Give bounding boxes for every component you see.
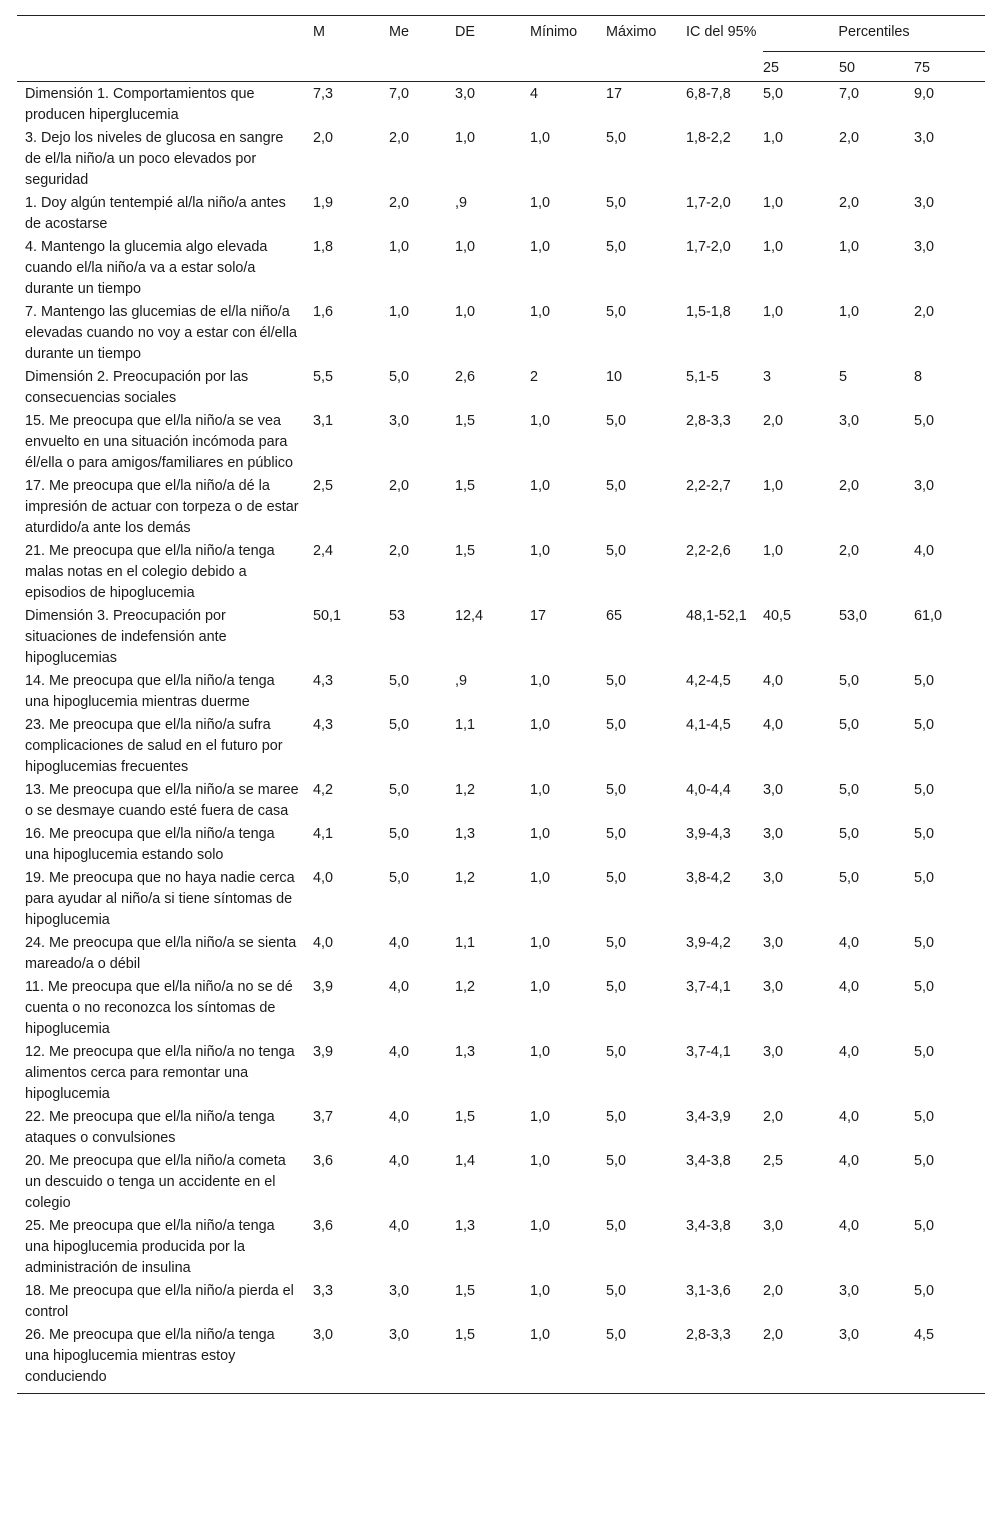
cell-p25: 5,0 [763,86,784,102]
cell-p25: 1,0 [763,478,784,494]
cell-minimo: 1,0 [530,130,551,146]
table-row [17,410,985,475]
cell-p25: 3,0 [763,1218,784,1234]
cell-p75: 3,0 [914,195,935,211]
cell-ic: 3,7-4,1 [686,1044,731,1060]
row-label: 26. Me preocupa que el/la niño/a tenga una hipoglucemia mientras estoy conduciendo [17,1324,313,1394]
cell-maximo: 5,0 [606,1218,627,1234]
cell-maximo: 17 [606,86,623,102]
cell-p25: 1,0 [763,304,784,320]
cell-p50: 2,0 [839,478,860,494]
cell-minimo: 1,0 [530,195,551,211]
table-row [17,1215,985,1280]
row-label: 14. Me preocupa que el/la niño/a tenga una hipoglucemia mientras duerme [25,673,275,710]
cell-p50: 4,0 [839,1218,860,1234]
cell-me: 4,0 [389,1044,410,1060]
cell-de: 12,4 [455,608,484,624]
cell-maximo: 65 [606,608,623,624]
cell-maximo: 5,0 [606,782,627,798]
cell-de: 1,1 [455,935,476,951]
cell-m: 4,2 [313,782,334,798]
cell-m: 3,1 [313,413,334,429]
row-label: 19. Me preocupa que no haya nadie cerca para ayudar al niño/a si tiene síntomas de hipoglucemia [25,870,295,928]
cell-de: 1,2 [455,782,476,798]
cell-minimo: 1,0 [530,870,551,886]
cell-p25: 3 [763,369,772,385]
cell-p75: 5,0 [914,717,935,733]
row-label: 11. Me preocupa que el/la niño/a no se dé cuenta o no reconozca los síntomas de hipoglucemia [25,979,293,1037]
cell-p25: 1,0 [763,195,784,211]
cell-p50: 4,0 [839,979,860,995]
cell-p25: 3,0 [763,826,784,842]
cell-minimo: 1,0 [530,717,551,733]
cell-p50: 2,0 [839,543,860,559]
cell-m: 50,1 [313,608,342,624]
cell-minimo: 1,0 [530,478,551,494]
cell-m: 1,9 [313,195,334,211]
cell-p50: 3,0 [839,1283,860,1299]
cell-p75: 5,0 [914,1218,935,1234]
cell-maximo: 5,0 [606,304,627,320]
cell-p75: 8 [914,369,923,385]
cell-m: 3,0 [313,1324,389,1394]
cell-p75: 5,0 [914,673,935,689]
cell-m: 3,6 [313,1153,334,1169]
cell-p75: 3,0 [914,478,935,494]
cell-p25: 3,0 [763,935,784,951]
row-label: 13. Me preocupa que el/la niño/a se maree o se desmaye cuando esté fuera de casa [25,782,299,819]
cell-p50: 3,0 [839,413,860,429]
cell-maximo: 5,0 [606,1324,686,1394]
cell-minimo: 1,0 [530,935,551,951]
cell-ic: 5,1-5 [686,369,719,385]
header-p25: 25 [763,52,839,82]
cell-p75: 5,0 [914,826,935,842]
cell-ic: 4,2-4,5 [686,673,731,689]
table-row [17,366,985,410]
cell-me: 5,0 [389,782,410,798]
table-row [17,236,985,301]
cell-ic: 2,8-3,3 [686,413,731,429]
cell-m: 4,3 [313,717,334,733]
row-label: 18. Me preocupa que el/la niño/a pierda el control [25,1283,294,1320]
cell-maximo: 5,0 [606,717,627,733]
cell-p75: 3,0 [914,239,935,255]
cell-m: 3,9 [313,1044,334,1060]
cell-de: 1,5 [455,478,476,494]
cell-de: 1,3 [455,1044,476,1060]
cell-de: 3,0 [455,86,476,102]
row-label: 12. Me preocupa que el/la niño/a no tenga alimentos cerca para remontar una hipoglucemia [25,1044,295,1102]
cell-me: 5,0 [389,826,410,842]
table-row [17,867,985,932]
cell-p75: 4,5 [914,1324,985,1394]
cell-ic: 48,1-52,1 [686,608,747,624]
cell-de: 1,0 [455,239,476,255]
cell-minimo: 1,0 [530,1283,551,1299]
table-row [17,82,985,128]
cell-maximo: 5,0 [606,935,627,951]
row-label: 16. Me preocupa que el/la niño/a tenga una hipoglucemia estando solo [25,826,275,863]
cell-p75: 3,0 [914,130,935,146]
cell-m: 2,4 [313,543,334,559]
table-body [17,82,985,1394]
cell-me: 2,0 [389,478,410,494]
cell-maximo: 5,0 [606,130,627,146]
cell-me: 5,0 [389,870,410,886]
cell-de: ,9 [455,195,468,211]
cell-p75: 5,0 [914,1153,935,1169]
cell-p75: 5,0 [914,870,935,886]
row-label: 21. Me preocupa que el/la niño/a tenga malas notas en el colegio debido a episodios de hipoglucemia [25,543,275,601]
cell-me: 3,0 [389,413,410,429]
cell-ic: 3,1-3,6 [686,1283,731,1299]
cell-p50: 1,0 [839,304,860,320]
row-label: 3. Dejo los niveles de glucosa en sangre de el/la niño/a un poco elevados por seguridad [25,130,284,188]
cell-m: 3,7 [313,1109,334,1125]
cell-de: 1,5 [455,413,476,429]
row-label: 7. Mantengo las glucemias de el/la niño/a elevadas cuando no voy a estar con él/ella durante un tiempo [25,304,298,362]
statistics-table [17,15,985,1394]
cell-minimo: 1,0 [530,304,551,320]
cell-me: 7,0 [389,86,410,102]
cell-de: 1,3 [455,826,476,842]
cell-m: 4,0 [313,935,334,951]
cell-de: 1,4 [455,1153,476,1169]
cell-me: 2,0 [389,543,410,559]
cell-me: 4,0 [389,935,410,951]
row-label: 24. Me preocupa que el/la niño/a se sienta mareado/a o débil [25,935,297,972]
cell-p75: 9,0 [914,86,935,102]
cell-p25: 4,0 [763,673,784,689]
cell-me: 5,0 [389,369,410,385]
cell-p50: 53,0 [839,608,868,624]
row-label: 23. Me preocupa que el/la niño/a sufra complicaciones de salud en el futuro por hipoglucemias frecuentes [25,717,283,775]
cell-m: 4,3 [313,673,334,689]
cell-minimo: 1,0 [530,1044,551,1060]
cell-de: 1,5 [455,543,476,559]
cell-maximo: 5,0 [606,826,627,842]
cell-p25: 2,5 [763,1153,784,1169]
cell-p25: 3,0 [763,782,784,798]
cell-p50: 5,0 [839,782,860,798]
table-row [17,670,985,714]
cell-p50: 4,0 [839,1153,860,1169]
cell-de: 1,5 [455,1324,530,1394]
table-row [17,1324,985,1394]
cell-maximo: 5,0 [606,239,627,255]
cell-de: 1,0 [455,304,476,320]
cell-de: 1,1 [455,717,476,733]
cell-maximo: 10 [606,369,623,385]
cell-p50: 1,0 [839,239,860,255]
table-row [17,714,985,779]
cell-minimo: 1,0 [530,1153,551,1169]
table-row [17,1150,985,1215]
cell-maximo: 5,0 [606,673,627,689]
cell-p50: 4,0 [839,935,860,951]
table-row [17,932,985,976]
cell-de: 2,6 [455,369,476,385]
cell-m: 2,5 [313,478,334,494]
row-label: 4. Mantengo la glucemia algo elevada cuando el/la niño/a va a estar solo/a durante un tiempo [25,239,268,297]
row-label: 25. Me preocupa que el/la niño/a tenga una hipoglucemia producida por la administración de insulina [25,1218,275,1276]
cell-de: 1,2 [455,870,476,886]
cell-minimo: 1,0 [530,1109,551,1125]
header-p75: 75 [914,52,985,82]
cell-p25: 40,5 [763,608,792,624]
table-row [17,976,985,1041]
cell-ic: 6,8-7,8 [686,86,731,102]
table-row [17,1041,985,1106]
cell-p25: 2,0 [763,413,784,429]
cell-p50: 5,0 [839,717,860,733]
cell-p75: 5,0 [914,1044,935,1060]
cell-ic: 4,1-4,5 [686,717,731,733]
cell-maximo: 5,0 [606,1109,627,1125]
cell-p25: 1,0 [763,239,784,255]
cell-minimo: 1,0 [530,826,551,842]
cell-maximo: 5,0 [606,1044,627,1060]
table-row [17,540,985,605]
cell-p25: 2,0 [763,1283,784,1299]
cell-p25: 3,0 [763,979,784,995]
row-label: Dimensión 2. Preocupación por las consecuencias sociales [25,369,249,406]
cell-ic: 3,8-4,2 [686,870,731,886]
row-label: 20. Me preocupa que el/la niño/a cometa un descuido o tenga un accidente en el colegio [25,1153,286,1211]
cell-ic: 2,8-3,3 [686,1324,763,1394]
header-minimo: Mínimo [530,16,606,82]
cell-p25: 3,0 [763,870,784,886]
header-de: DE [455,16,530,82]
cell-p75: 5,0 [914,1109,935,1125]
cell-me: 53 [389,608,406,624]
cell-de: 1,5 [455,1283,476,1299]
cell-p75: 5,0 [914,413,935,429]
table-row [17,823,985,867]
cell-minimo: 1,0 [530,782,551,798]
cell-p25: 4,0 [763,717,784,733]
cell-minimo: 1,0 [530,1324,606,1394]
cell-p25: 2,0 [763,1324,839,1394]
cell-minimo: 1,0 [530,543,551,559]
cell-p75: 5,0 [914,979,935,995]
cell-maximo: 5,0 [606,543,627,559]
cell-me: 2,0 [389,195,410,211]
cell-de: 1,0 [455,130,476,146]
cell-p75: 5,0 [914,1283,935,1299]
cell-ic: 4,0-4,4 [686,782,731,798]
table-row [17,1280,985,1324]
row-label: Dimensión 1. Comportamientos que producen hiperglucemia [25,86,255,123]
cell-ic: 1,5-1,8 [686,304,731,320]
table-row [17,192,985,236]
cell-me: 5,0 [389,717,410,733]
cell-m: 1,6 [313,304,334,320]
cell-m: 5,5 [313,369,334,385]
cell-me: 1,0 [389,239,410,255]
cell-m: 4,1 [313,826,334,842]
row-label: 1. Doy algún tentempié al/la niño/a antes de acostarse [25,195,286,232]
table-row [17,605,985,670]
cell-p75: 61,0 [914,608,943,624]
cell-p50: 5,0 [839,826,860,842]
row-label: 22. Me preocupa que el/la niño/a tenga ataques o convulsiones [25,1109,275,1146]
cell-minimo: 1,0 [530,413,551,429]
cell-p50: 4,0 [839,1044,860,1060]
cell-de: ,9 [455,673,468,689]
cell-p50: 4,0 [839,1109,860,1125]
table-row [17,127,985,192]
cell-minimo: 1,0 [530,1218,551,1234]
cell-p25: 1,0 [763,543,784,559]
row-label: 15. Me preocupa que el/la niño/a se vea envuelto en una situación incómoda para él/ella o para amigos/familiares en público [25,413,293,471]
cell-p50: 5,0 [839,870,860,886]
cell-maximo: 5,0 [606,1153,627,1169]
table-header [17,16,985,82]
cell-p75: 5,0 [914,935,935,951]
cell-de: 1,3 [455,1218,476,1234]
table-row [17,779,985,823]
cell-p25: 3,0 [763,1044,784,1060]
cell-minimo: 17 [530,608,547,624]
cell-maximo: 5,0 [606,195,627,211]
table-row [17,475,985,540]
cell-p50: 2,0 [839,195,860,211]
cell-me: 1,0 [389,304,410,320]
cell-maximo: 5,0 [606,413,627,429]
cell-me: 3,0 [389,1324,455,1394]
cell-me: 4,0 [389,1109,410,1125]
cell-ic: 1,7-2,0 [686,239,731,255]
cell-m: 4,0 [313,870,334,886]
header-p50: 50 [839,52,914,82]
cell-p25: 1,0 [763,130,784,146]
table-row [17,301,985,366]
cell-m: 1,8 [313,239,334,255]
cell-minimo: 1,0 [530,979,551,995]
cell-p75: 2,0 [914,304,935,320]
cell-me: 4,0 [389,1218,410,1234]
cell-p25: 2,0 [763,1109,784,1125]
cell-m: 7,3 [313,86,334,102]
cell-me: 3,0 [389,1283,410,1299]
cell-ic: 1,7-2,0 [686,195,731,211]
cell-de: 1,2 [455,979,476,995]
cell-maximo: 5,0 [606,1283,627,1299]
cell-me: 4,0 [389,979,410,995]
cell-p75: 5,0 [914,782,935,798]
header-maximo: Máximo [606,16,686,82]
cell-me: 2,0 [389,130,410,146]
cell-ic: 2,2-2,7 [686,478,731,494]
cell-me: 5,0 [389,673,410,689]
cell-ic: 3,7-4,1 [686,979,731,995]
cell-maximo: 5,0 [606,870,627,886]
cell-p50: 5 [839,369,848,385]
cell-ic: 3,4-3,8 [686,1153,731,1169]
cell-m: 3,3 [313,1283,334,1299]
cell-m: 2,0 [313,130,334,146]
cell-ic: 3,4-3,8 [686,1218,731,1234]
cell-maximo: 5,0 [606,979,627,995]
cell-p75: 4,0 [914,543,935,559]
cell-ic: 3,9-4,3 [686,826,731,842]
header-ic: IC del 95% [686,16,763,82]
cell-ic: 3,9-4,2 [686,935,731,951]
cell-de: 1,5 [455,1109,476,1125]
cell-p50: 7,0 [839,86,860,102]
cell-m: 3,9 [313,979,334,995]
cell-me: 4,0 [389,1153,410,1169]
cell-p50: 2,0 [839,130,860,146]
cell-minimo: 4 [530,86,539,102]
header-label-empty [17,16,313,82]
table-row [17,1106,985,1150]
cell-m: 3,6 [313,1218,334,1234]
cell-p50: 5,0 [839,673,860,689]
cell-ic: 1,8-2,2 [686,130,731,146]
cell-minimo: 1,0 [530,239,551,255]
cell-ic: 2,2-2,6 [686,543,731,559]
row-label: Dimensión 3. Preocupación por situaciones de indefensión ante hipoglucemias [25,608,227,666]
cell-maximo: 5,0 [606,478,627,494]
header-me: Me [389,16,455,82]
header-m: M [313,16,389,82]
cell-minimo: 2 [530,369,539,385]
header-percentiles: Percentiles [763,16,985,52]
row-label: 17. Me preocupa que el/la niño/a dé la impresión de actuar con torpeza o de estar aturdido/a ante los demás [25,478,299,536]
cell-minimo: 1,0 [530,673,551,689]
cell-ic: 3,4-3,9 [686,1109,731,1125]
cell-p50: 3,0 [839,1324,914,1394]
